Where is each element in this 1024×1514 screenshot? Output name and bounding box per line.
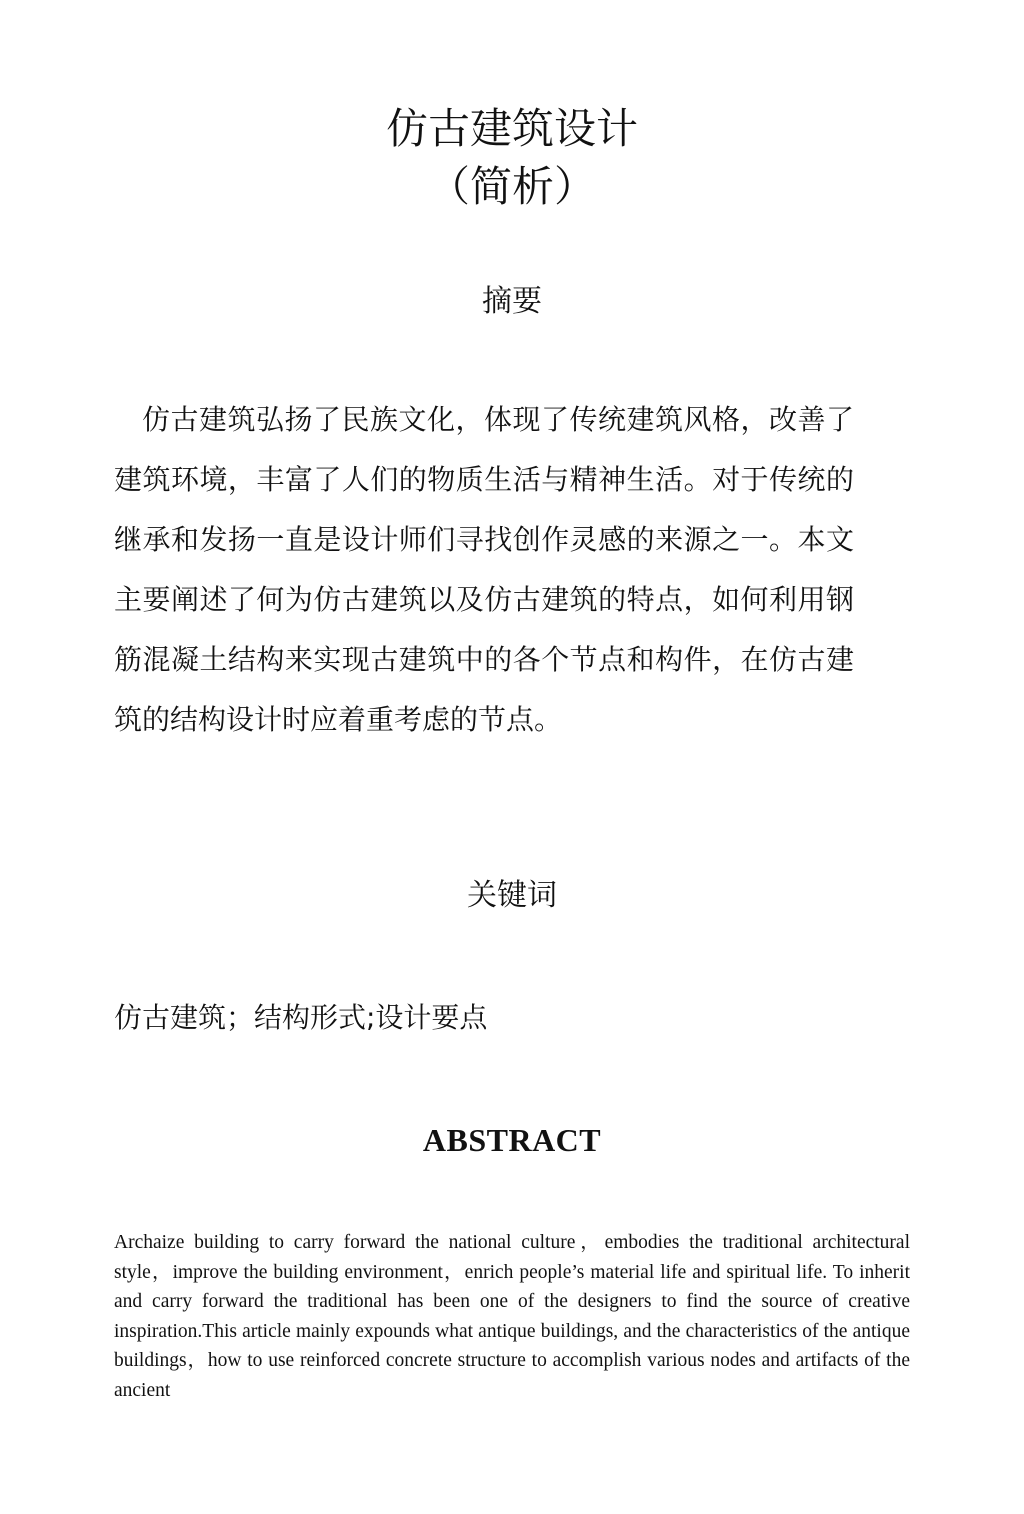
- abstract-en-heading: ABSTRACT: [422, 1122, 602, 1158]
- keywords-body: 仿古建筑；结构形式;设计要点: [114, 1001, 488, 1034]
- document-subtitle: （简析）: [427, 162, 596, 211]
- keywords-heading: 关键词: [467, 878, 557, 913]
- abstract-en-body: Archaize building to carry forward the national culture，embodies the traditional architectural style，improve the building environment，enrich people’s material life and spiritual life. To inherit and carry forward the traditional has been one of the designers to find the source of creative inspiration.This article mainly expounds what antique buildings, and the characteristics of the antique buildings，how to use reinforced concrete structure to accomplish various nodes and artifacts of the ancient: [114, 1232, 910, 1401]
- document-title: 仿古建筑设计: [385, 104, 638, 153]
- abstract-cn-body: 仿古建筑弘扬了民族文化，体现了传统建筑风格，改善了建筑环境，丰富了人们的物质生活与精神生活。对于传统的继承和发扬一直是设计师们寻找创作灵感的来源之一。本文主要阐述了何为仿古建筑以及仿古建筑的特点，如何利用钢筋混凝土结构来实现古建筑中的各个节点和构件，在仿古建筑的结构设计时应着重考虑的节点。: [114, 403, 854, 736]
- abstract-cn-heading: 摘要: [482, 284, 542, 319]
